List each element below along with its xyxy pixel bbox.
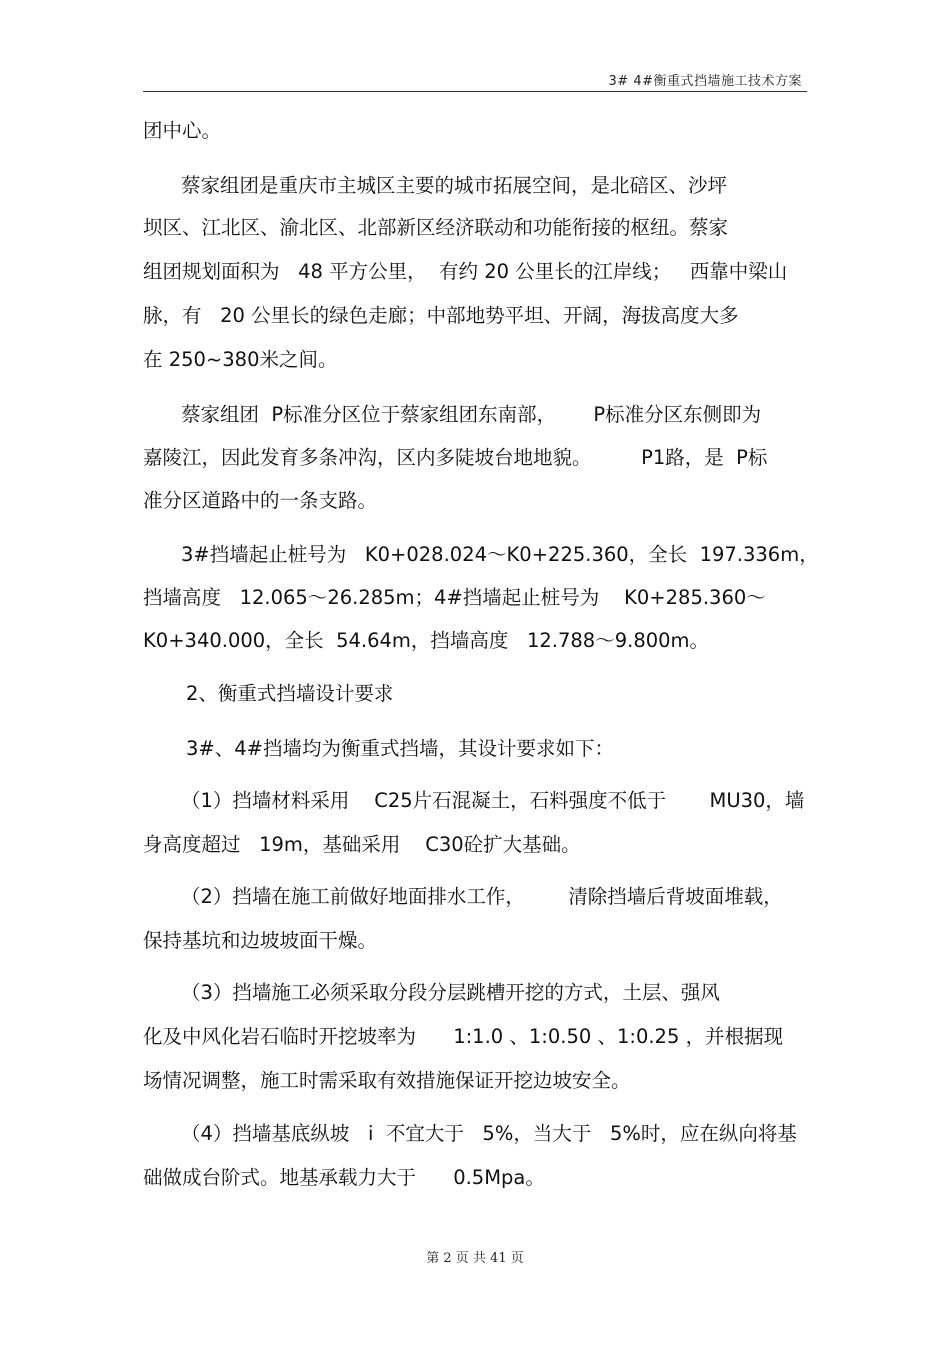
list-item: （4）挡墙基底纵坡 i 不宜大于 5%，当大于 5%时，应在纵向将基 xyxy=(181,1122,797,1145)
body-line: 保持基坑和边坡坡面干燥。 xyxy=(143,929,378,952)
list-item: （3）挡墙施工必须采取分段分层跳槽开挖的方式，土层、强风 xyxy=(181,981,720,1004)
body-line: 蔡家组团 P标准分区位于蔡家组团东南部， P标准分区东侧即为 xyxy=(181,403,762,426)
body-line: 础做成台阶式。地基承载力大于 0.5Mpa。 xyxy=(143,1166,545,1189)
body-line: 蔡家组团是重庆市主城区主要的城市拓展空间，是北碚区、沙坪 xyxy=(181,174,728,197)
body-line: 身高度超过 19m，基础采用 C30砼扩大基础。 xyxy=(143,833,581,856)
header-divider xyxy=(143,91,807,92)
section-heading: 2、衡重式挡墙设计要求 xyxy=(186,682,394,705)
body-line: 场情况调整，施工时需采取有效措施保证开挖边坡安全。 xyxy=(143,1069,631,1092)
body-line: 3#、4#挡墙均为衡重式挡墙，其设计要求如下： xyxy=(186,737,614,760)
body-line: 嘉陵江，因此发育多条冲沟，区内多陡坡台地地貌。 P1路，是 P标 xyxy=(143,446,768,469)
body-line: 3#挡墙起止桩号为 K0+028.024～K0+225.360，全长 197.336m， xyxy=(181,543,819,566)
list-item: （1）挡墙材料采用 C25片石混凝土，石料强度不低于 MU30，墙 xyxy=(181,789,805,812)
header-title: 3# 4#衡重式挡墙施工技术方案 xyxy=(608,74,802,89)
page-number: 第 2 页 共 41 页 xyxy=(426,1251,524,1266)
body-line: 脉，有 20 公里长的绿色走廊；中部地势平坦、开阔，海拔高度大多 xyxy=(143,304,739,327)
list-item: （2）挡墙在施工前做好地面排水工作， 清除挡墙后背坡面堆载， xyxy=(181,885,783,908)
body-line: 团中心。 xyxy=(143,119,222,142)
body-line: 化及中风化岩石临时开挖坡率为 1:1.0 、1:0.50 、1:0.25 ，并根据现 xyxy=(143,1025,784,1048)
body-line: 准分区道路中的一条支路。 xyxy=(143,489,378,512)
body-line: 在 250~380米之间。 xyxy=(143,348,338,371)
body-line: 挡墙高度 12.065～26.285m；4#挡墙起止桩号为 K0+285.360～ xyxy=(143,586,766,609)
body-line: 坝区、江北区、渝北区、北部新区经济联动和功能衔接的枢纽。蔡家 xyxy=(143,216,729,239)
body-line: K0+340.000，全长 54.64m，挡墙高度 12.788～9.800m。 xyxy=(143,629,710,652)
body-line: 组团规划面积为 48 平方公里， 有约 20 公里长的江岸线； 西靠中梁山 xyxy=(143,260,788,283)
